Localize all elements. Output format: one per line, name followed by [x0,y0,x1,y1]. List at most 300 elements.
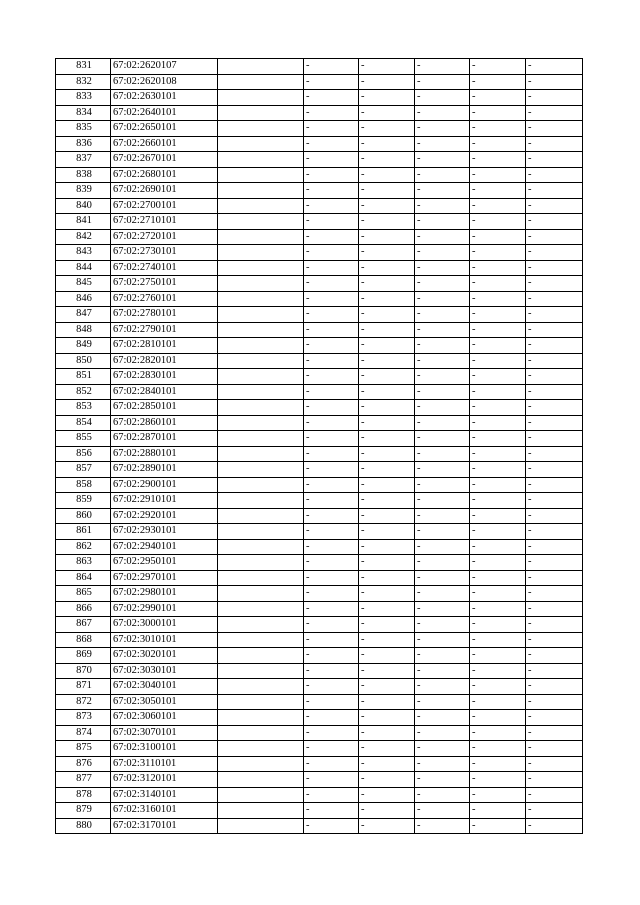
value-cell-5: - [526,555,583,571]
table-row [56,617,583,633]
table-row [56,725,583,741]
value-cell-4: - [470,90,526,106]
value-cell-1: - [304,136,359,152]
row-number-cell: 871 [56,679,111,695]
value-cell-5: - [526,524,583,540]
cadastral-code-cell: 67:02:2810101 [111,338,218,354]
value-cell-2: - [359,338,415,354]
value-cell-5: - [526,353,583,369]
value-cell-2: - [359,59,415,75]
blank-cell [218,803,304,819]
blank-cell [218,291,304,307]
value-cell-5: - [526,601,583,617]
cadastral-code-cell: 67:02:2630101 [111,90,218,106]
value-cell-5: - [526,198,583,214]
row-number-cell: 843 [56,245,111,261]
cadastral-code-cell: 67:02:2900101 [111,477,218,493]
blank-cell [218,74,304,90]
cadastral-code-cell: 67:02:2860101 [111,415,218,431]
value-cell-1: - [304,59,359,75]
value-cell-5: - [526,214,583,230]
value-cell-2: - [359,818,415,834]
table-row [56,183,583,199]
value-cell-5: - [526,431,583,447]
row-number-cell: 835 [56,121,111,137]
value-cell-2: - [359,400,415,416]
value-cell-3: - [415,787,470,803]
cadastral-code-cell: 67:02:3060101 [111,710,218,726]
value-cell-4: - [470,446,526,462]
value-cell-1: - [304,524,359,540]
cadastral-code-cell: 67:02:2710101 [111,214,218,230]
value-cell-3: - [415,524,470,540]
row-number-cell: 877 [56,772,111,788]
value-cell-4: - [470,59,526,75]
value-cell-4: - [470,725,526,741]
blank-cell [218,307,304,323]
value-cell-5: - [526,679,583,695]
blank-cell [218,508,304,524]
value-cell-3: - [415,105,470,121]
value-cell-1: - [304,555,359,571]
cadastral-code-cell: 67:02:3140101 [111,787,218,803]
value-cell-1: - [304,663,359,679]
row-number-cell: 863 [56,555,111,571]
value-cell-3: - [415,260,470,276]
cadastral-code-cell: 67:02:2990101 [111,601,218,617]
value-cell-3: - [415,338,470,354]
value-cell-4: - [470,493,526,509]
value-cell-2: - [359,384,415,400]
table-row [56,648,583,664]
table-row [56,353,583,369]
cadastral-code-cell: 67:02:2750101 [111,276,218,292]
blank-cell [218,632,304,648]
value-cell-3: - [415,90,470,106]
value-cell-2: - [359,756,415,772]
value-cell-2: - [359,74,415,90]
value-cell-2: - [359,245,415,261]
value-cell-5: - [526,741,583,757]
value-cell-1: - [304,648,359,664]
blank-cell [218,555,304,571]
row-number-cell: 872 [56,694,111,710]
row-number-cell: 849 [56,338,111,354]
value-cell-3: - [415,400,470,416]
table-row [56,74,583,90]
value-cell-1: - [304,214,359,230]
row-number-cell: 868 [56,632,111,648]
table-row [56,291,583,307]
row-number-cell: 842 [56,229,111,245]
table-row [56,493,583,509]
table-row [56,818,583,834]
table-row [56,803,583,819]
table-row [56,260,583,276]
value-cell-4: - [470,586,526,602]
cadastral-code-cell: 67:02:3050101 [111,694,218,710]
value-cell-1: - [304,508,359,524]
value-cell-2: - [359,555,415,571]
row-number-cell: 876 [56,756,111,772]
row-number-cell: 874 [56,725,111,741]
value-cell-4: - [470,214,526,230]
value-cell-5: - [526,787,583,803]
value-cell-2: - [359,570,415,586]
table-row [56,632,583,648]
blank-cell [218,121,304,137]
row-number-cell: 846 [56,291,111,307]
cadastral-code-cell: 67:02:2970101 [111,570,218,586]
value-cell-1: - [304,632,359,648]
value-cell-2: - [359,415,415,431]
value-cell-3: - [415,276,470,292]
table-row [56,276,583,292]
table-row [56,446,583,462]
table-row [56,59,583,75]
value-cell-5: - [526,90,583,106]
value-cell-1: - [304,229,359,245]
value-cell-5: - [526,772,583,788]
value-cell-2: - [359,90,415,106]
table-row [56,539,583,555]
value-cell-2: - [359,446,415,462]
value-cell-4: - [470,741,526,757]
blank-cell [218,245,304,261]
row-number-cell: 853 [56,400,111,416]
value-cell-2: - [359,477,415,493]
value-cell-2: - [359,493,415,509]
value-cell-4: - [470,756,526,772]
row-number-cell: 840 [56,198,111,214]
row-number-cell: 857 [56,462,111,478]
table-row [56,152,583,168]
blank-cell [218,756,304,772]
value-cell-3: - [415,632,470,648]
value-cell-5: - [526,291,583,307]
blank-cell [218,477,304,493]
cadastral-code-cell: 67:02:2730101 [111,245,218,261]
value-cell-2: - [359,772,415,788]
row-number-cell: 873 [56,710,111,726]
row-number-cell: 838 [56,167,111,183]
value-cell-3: - [415,555,470,571]
cadastral-code-cell: 67:02:2680101 [111,167,218,183]
value-cell-1: - [304,493,359,509]
value-cell-4: - [470,276,526,292]
value-cell-4: - [470,183,526,199]
cadastral-code-cell: 67:02:2760101 [111,291,218,307]
value-cell-5: - [526,276,583,292]
cadastral-code-cell: 67:02:2640101 [111,105,218,121]
value-cell-1: - [304,276,359,292]
cadastral-code-cell: 67:02:2820101 [111,353,218,369]
value-cell-5: - [526,539,583,555]
value-cell-3: - [415,725,470,741]
blank-cell [218,338,304,354]
value-cell-2: - [359,632,415,648]
row-number-cell: 866 [56,601,111,617]
value-cell-2: - [359,787,415,803]
value-cell-3: - [415,803,470,819]
cadastral-code-cell: 67:02:3100101 [111,741,218,757]
value-cell-4: - [470,307,526,323]
table-row [56,462,583,478]
value-cell-2: - [359,307,415,323]
table-row [56,415,583,431]
value-cell-2: - [359,601,415,617]
value-cell-2: - [359,136,415,152]
table-row [56,710,583,726]
value-cell-5: - [526,663,583,679]
value-cell-4: - [470,787,526,803]
row-number-cell: 867 [56,617,111,633]
cadastral-code-cell: 67:02:2660101 [111,136,218,152]
cadastral-code-cell: 67:02:3120101 [111,772,218,788]
blank-cell [218,415,304,431]
cadastral-code-cell: 67:02:3110101 [111,756,218,772]
value-cell-5: - [526,384,583,400]
value-cell-4: - [470,121,526,137]
value-cell-4: - [470,694,526,710]
value-cell-5: - [526,136,583,152]
value-cell-5: - [526,59,583,75]
value-cell-1: - [304,431,359,447]
value-cell-5: - [526,105,583,121]
blank-cell [218,570,304,586]
cadastral-code-cell: 67:02:2850101 [111,400,218,416]
value-cell-1: - [304,245,359,261]
value-cell-2: - [359,803,415,819]
row-number-cell: 852 [56,384,111,400]
value-cell-1: - [304,446,359,462]
value-cell-3: - [415,167,470,183]
value-cell-5: - [526,260,583,276]
value-cell-5: - [526,229,583,245]
blank-cell [218,260,304,276]
value-cell-1: - [304,710,359,726]
blank-cell [218,136,304,152]
value-cell-4: - [470,462,526,478]
row-number-cell: 878 [56,787,111,803]
table-row [56,477,583,493]
table-row [56,570,583,586]
blank-cell [218,384,304,400]
value-cell-1: - [304,679,359,695]
blank-cell [218,59,304,75]
row-number-cell: 848 [56,322,111,338]
value-cell-2: - [359,183,415,199]
cadastral-code-cell: 67:02:2690101 [111,183,218,199]
value-cell-3: - [415,710,470,726]
value-cell-4: - [470,555,526,571]
value-cell-2: - [359,276,415,292]
value-cell-4: - [470,648,526,664]
value-cell-3: - [415,353,470,369]
row-number-cell: 880 [56,818,111,834]
table-row [56,229,583,245]
cadastral-code-cell: 67:02:2790101 [111,322,218,338]
value-cell-4: - [470,338,526,354]
value-cell-5: - [526,74,583,90]
value-cell-2: - [359,229,415,245]
cadastral-code-cell: 67:02:2700101 [111,198,218,214]
row-number-cell: 841 [56,214,111,230]
blank-cell [218,229,304,245]
value-cell-4: - [470,229,526,245]
blank-cell [218,617,304,633]
table-row [56,508,583,524]
value-cell-5: - [526,462,583,478]
table-row [56,338,583,354]
table-row [56,524,583,540]
value-cell-1: - [304,307,359,323]
value-cell-2: - [359,431,415,447]
value-cell-3: - [415,74,470,90]
row-number-cell: 862 [56,539,111,555]
row-number-cell: 850 [56,353,111,369]
cadastral-code-cell: 67:02:2870101 [111,431,218,447]
row-number-cell: 859 [56,493,111,509]
row-number-cell: 832 [56,74,111,90]
value-cell-4: - [470,260,526,276]
blank-cell [218,105,304,121]
value-cell-1: - [304,121,359,137]
value-cell-4: - [470,136,526,152]
value-cell-4: - [470,477,526,493]
value-cell-3: - [415,694,470,710]
value-cell-4: - [470,679,526,695]
value-cell-1: - [304,260,359,276]
value-cell-5: - [526,710,583,726]
table-row [56,136,583,152]
value-cell-5: - [526,818,583,834]
blank-cell [218,90,304,106]
cadastral-code-cell: 67:02:3160101 [111,803,218,819]
value-cell-4: - [470,772,526,788]
value-cell-1: - [304,694,359,710]
value-cell-4: - [470,539,526,555]
value-cell-5: - [526,245,583,261]
value-cell-1: - [304,477,359,493]
value-cell-2: - [359,260,415,276]
value-cell-3: - [415,586,470,602]
value-cell-2: - [359,353,415,369]
value-cell-5: - [526,369,583,385]
value-cell-4: - [470,74,526,90]
row-number-cell: 865 [56,586,111,602]
value-cell-5: - [526,183,583,199]
value-cell-1: - [304,756,359,772]
value-cell-3: - [415,322,470,338]
value-cell-5: - [526,803,583,819]
value-cell-5: - [526,477,583,493]
table-row [56,245,583,261]
value-cell-2: - [359,167,415,183]
value-cell-1: - [304,741,359,757]
cadastral-code-cell: 67:02:2980101 [111,586,218,602]
value-cell-3: - [415,384,470,400]
value-cell-4: - [470,431,526,447]
value-cell-3: - [415,772,470,788]
blank-cell [218,648,304,664]
cadastral-code-cell: 67:02:3010101 [111,632,218,648]
value-cell-3: - [415,415,470,431]
value-cell-3: - [415,136,470,152]
value-cell-5: - [526,617,583,633]
value-cell-3: - [415,508,470,524]
table-row [56,167,583,183]
table-row [56,105,583,121]
value-cell-3: - [415,818,470,834]
value-cell-2: - [359,539,415,555]
value-cell-1: - [304,353,359,369]
blank-cell [218,369,304,385]
value-cell-1: - [304,338,359,354]
row-number-cell: 845 [56,276,111,292]
value-cell-2: - [359,462,415,478]
cadastral-code-cell: 67:02:3000101 [111,617,218,633]
value-cell-3: - [415,663,470,679]
value-cell-2: - [359,369,415,385]
table-row [56,121,583,137]
row-number-cell: 870 [56,663,111,679]
table-row [56,555,583,571]
row-number-cell: 851 [56,369,111,385]
row-number-cell: 855 [56,431,111,447]
blank-cell [218,818,304,834]
value-cell-1: - [304,803,359,819]
cadastral-code-cell: 67:02:3040101 [111,679,218,695]
cadastral-code-cell: 67:02:2620108 [111,74,218,90]
table-row [56,663,583,679]
value-cell-1: - [304,725,359,741]
value-cell-3: - [415,431,470,447]
value-cell-1: - [304,369,359,385]
value-cell-5: - [526,307,583,323]
value-cell-3: - [415,152,470,168]
value-cell-1: - [304,105,359,121]
table-row [56,679,583,695]
value-cell-4: - [470,322,526,338]
value-cell-1: - [304,415,359,431]
value-cell-5: - [526,415,583,431]
value-cell-2: - [359,152,415,168]
table-row [56,198,583,214]
value-cell-1: - [304,74,359,90]
value-cell-1: - [304,570,359,586]
row-number-cell: 869 [56,648,111,664]
value-cell-3: - [415,245,470,261]
value-cell-3: - [415,741,470,757]
table-row [56,384,583,400]
row-number-cell: 861 [56,524,111,540]
value-cell-3: - [415,291,470,307]
value-cell-3: - [415,493,470,509]
cadastral-code-cell: 67:02:3030101 [111,663,218,679]
value-cell-1: - [304,586,359,602]
value-cell-3: - [415,183,470,199]
blank-cell [218,493,304,509]
value-cell-2: - [359,710,415,726]
blank-cell [218,772,304,788]
blank-cell [218,431,304,447]
blank-cell [218,462,304,478]
value-cell-3: - [415,198,470,214]
cadastral-code-cell: 67:02:3020101 [111,648,218,664]
table-row [56,431,583,447]
value-cell-4: - [470,198,526,214]
